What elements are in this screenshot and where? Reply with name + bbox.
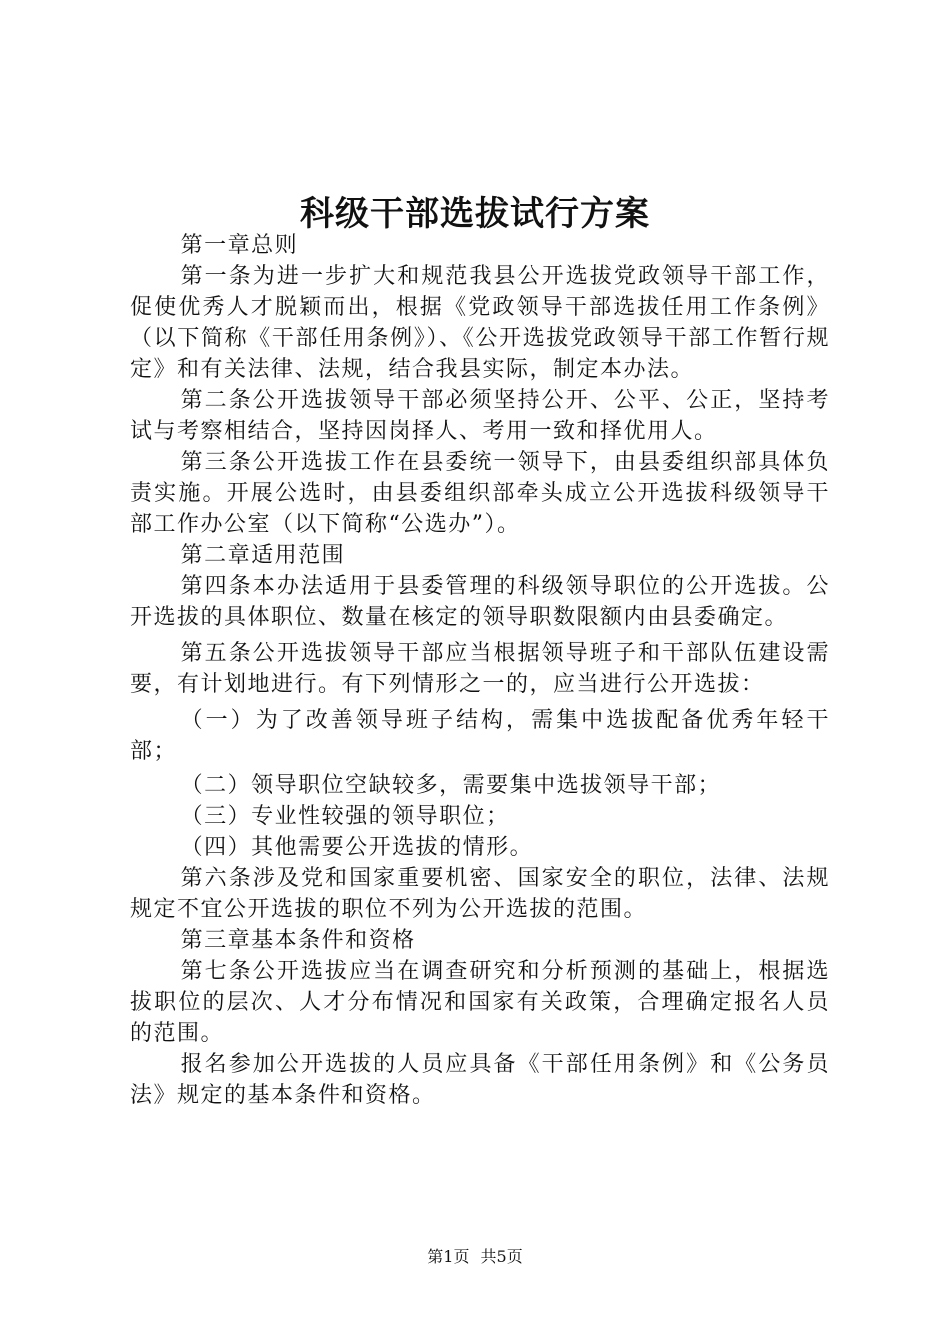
chapter-heading: 第一章总则 (180, 233, 299, 258)
list-item: （四）其他需要公开选拔的情形。 (180, 835, 534, 860)
document-body (130, 230, 830, 1111)
list-item: （二）领导职位空缺较多，需要集中选拔领导干部； (180, 773, 722, 798)
chapter-heading: 第三章基本条件和资格 (180, 928, 416, 953)
chapter-heading: 第二章适用范围 (180, 543, 346, 568)
article-paragraph: 第二条公开选拔领导干部必须坚持公开、公平、公正，坚持考试与考察相结合，坚持因岗择人、考用一致和择优用人。 (130, 388, 830, 444)
page-total: 共5页 (480, 1247, 523, 1266)
list-item: （三）专业性较强的领导职位； (180, 804, 510, 829)
list-item: （一）为了改善领导班子结构，需集中选拔配备优秀年轻干部； (130, 708, 830, 764)
article-paragraph: 第三条公开选拔工作在县委统一领导下，由县委组织部具体负责实施。开展公选时，由县委组织部牵头成立公开选拔科级领导干部工作办公室（以下简称“公选办”）。 (130, 450, 830, 537)
article-paragraph: 第六条涉及党和国家重要机密、国家安全的职位，法律、法规规定不宜公开选拔的职位不列为公开选拔的范围。 (130, 866, 830, 922)
article-paragraph: 报名参加公开选拔的人员应具备《干部任用条例》和《公务员法》规定的基本条件和资格。 (130, 1052, 830, 1108)
article-paragraph: 第五条公开选拔领导干部应当根据领导班子和干部队伍建设需要，有计划地进行。有下列情形之一的，应当进行公开选拔： (130, 641, 830, 697)
page-footer (0, 1244, 950, 1267)
page-number: 第1页 (427, 1247, 470, 1266)
article-paragraph: 第四条本办法适用于县委管理的科级领导职位的公开选拔。公开选拔的具体职位、数量在核定的领导职数限额内由县委确定。 (130, 574, 830, 630)
document-title: 科级干部选拔试行方案 (300, 194, 650, 234)
article-paragraph: 第一条为进一步扩大和规范我县公开选拔党政领导干部工作，促使优秀人才脱颖而出，根据《党政领导干部选拔任用工作条例》（以下简称《干部任用条例》）、《公开选拔党政领导干部工作暂行规定》和有关法律、法规，结合我县实际，制定本办法。 (130, 264, 830, 382)
article-paragraph: 第七条公开选拔应当在调查研究和分析预测的基础上，根据选拔职位的层次、人才分布情况和国家有关政策，合理确定报名人员的范围。 (130, 959, 830, 1046)
